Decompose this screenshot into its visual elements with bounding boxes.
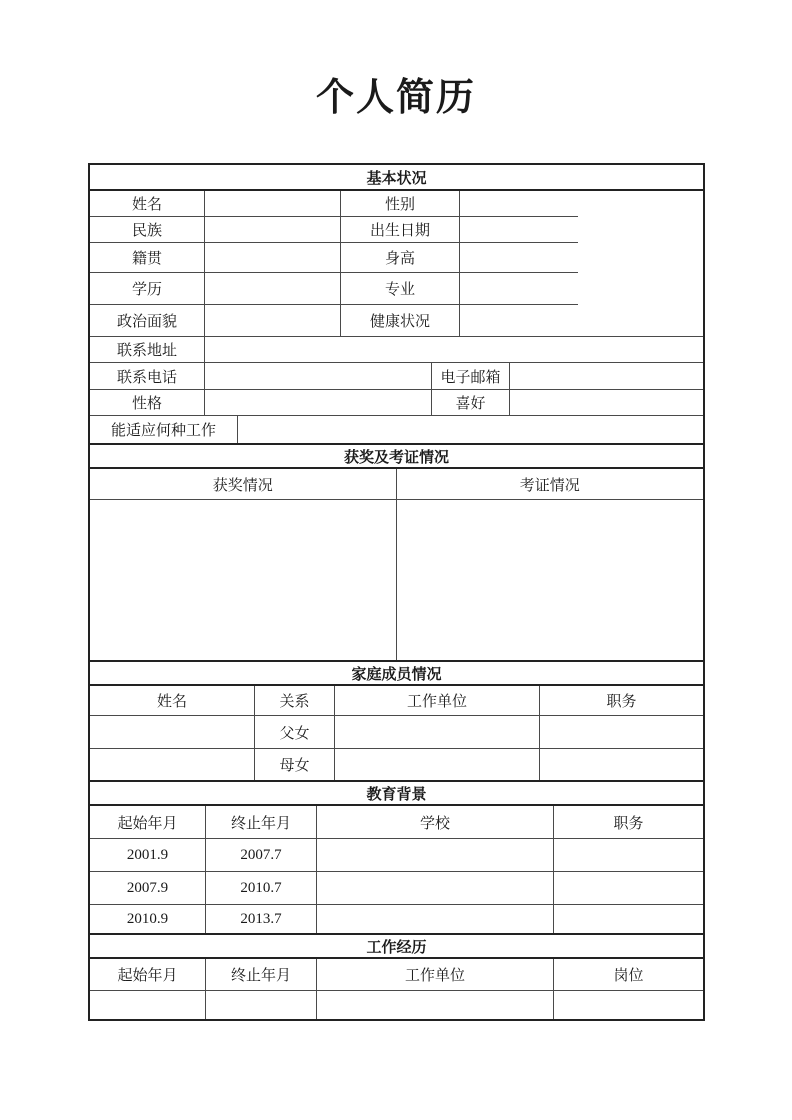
edu-start-cell: 2001.9 (90, 839, 206, 871)
phone-label: 联系电话 (90, 363, 205, 389)
edu-school-column-header: 学校 (317, 806, 554, 838)
education-level-label: 学历 (90, 273, 205, 304)
table-row (90, 991, 703, 1019)
family-workunit-column-header: 工作单位 (335, 686, 540, 715)
personality-label: 性格 (90, 390, 205, 415)
family-relation-cell: 母女 (255, 749, 335, 780)
birthdate-label: 出生日期 (341, 217, 460, 242)
awards-column-header: 获奖情况 (90, 469, 397, 499)
awards-content-cell[interactable] (90, 500, 397, 660)
edu-start-column-header: 起始年月 (90, 806, 206, 838)
work-start-cell[interactable] (90, 991, 206, 1019)
major-label: 专业 (341, 273, 460, 304)
personality-value-cell[interactable] (205, 390, 432, 415)
edu-position-cell[interactable] (554, 872, 703, 904)
work-post-column-header: 岗位 (613, 968, 644, 984)
gender-value-cell[interactable] (460, 191, 578, 216)
hobby-value-cell[interactable] (510, 390, 703, 415)
family-position-cell[interactable] (540, 749, 703, 780)
table-row (90, 363, 703, 390)
table-row (90, 273, 578, 305)
hobby-label: 喜好 (432, 390, 510, 415)
edu-position-cell[interactable] (554, 905, 703, 933)
phone-value-cell[interactable] (205, 363, 432, 389)
work-unit-cell[interactable] (317, 991, 554, 1019)
work-end-column-header: 终止年月 (206, 959, 317, 990)
family-workunit-cell[interactable] (335, 716, 540, 748)
section-header-family: 家庭成员情况 (90, 660, 703, 686)
edu-position-cell[interactable] (554, 839, 703, 871)
table-row (90, 905, 703, 933)
certificates-content-cell[interactable] (397, 500, 704, 660)
family-name-column-header: 姓名 (90, 686, 255, 715)
health-label: 健康状况 (341, 305, 460, 336)
edu-start-cell: 2007.9 (90, 872, 206, 904)
table-row (90, 749, 703, 780)
edu-position-column-header: 职务 (613, 815, 644, 832)
table-row (90, 716, 703, 749)
family-relation-column-header: 关系 (255, 686, 335, 715)
adaptable-work-value-cell[interactable] (238, 416, 703, 443)
resume-table (88, 163, 705, 1021)
section-header-awards: 获奖及考证情况 (90, 443, 703, 469)
table-row (90, 839, 703, 872)
ethnicity-label: 民族 (90, 217, 205, 242)
family-relation-cell: 父女 (255, 716, 335, 748)
edu-end-cell: 2013.7 (206, 905, 317, 933)
photo-placeholder[interactable] (578, 191, 703, 336)
major-value-cell[interactable] (460, 273, 578, 304)
birthdate-value-cell[interactable] (460, 217, 578, 242)
family-name-cell[interactable] (90, 749, 255, 780)
section-header-education: 教育背景 (90, 780, 703, 806)
political-status-value-cell[interactable] (205, 305, 341, 336)
table-row (90, 500, 703, 660)
edu-school-cell[interactable] (317, 839, 554, 871)
work-unit-column-header: 工作单位 (317, 959, 554, 990)
ethnicity-value-cell[interactable] (205, 217, 341, 242)
edu-school-cell[interactable] (317, 905, 554, 933)
education-level-value-cell[interactable] (205, 273, 341, 304)
family-position-cell[interactable] (540, 716, 703, 748)
table-row (90, 686, 703, 716)
table-row (90, 469, 703, 500)
table-row (90, 416, 703, 443)
height-label: 身高 (341, 243, 460, 272)
edu-end-cell: 2007.7 (206, 839, 317, 871)
height-value-cell[interactable] (460, 243, 578, 272)
section-header-work: 工作经历 (90, 933, 703, 959)
table-row (90, 872, 703, 905)
table-row (90, 243, 578, 273)
table-row (90, 390, 703, 416)
work-start-column-header: 起始年月 (90, 959, 206, 990)
address-label: 联系地址 (90, 337, 205, 362)
table-row (90, 191, 578, 217)
family-workunit-cell[interactable] (335, 749, 540, 780)
gender-label: 性别 (341, 191, 460, 216)
native-place-label: 籍贯 (90, 243, 205, 272)
certificates-column-header: 考证情况 (519, 477, 580, 494)
table-row (90, 959, 703, 991)
table-row (90, 806, 703, 839)
native-place-value-cell[interactable] (205, 243, 341, 272)
family-position-column-header: 职务 (606, 694, 637, 710)
work-post-cell[interactable] (554, 991, 703, 1019)
email-value-cell[interactable] (510, 363, 703, 389)
table-row (90, 337, 703, 363)
table-row (90, 217, 578, 243)
table-row (90, 305, 578, 336)
edu-end-column-header: 终止年月 (206, 806, 317, 838)
name-value-cell[interactable] (205, 191, 341, 216)
family-name-cell[interactable] (90, 716, 255, 748)
edu-start-cell: 2010.9 (90, 905, 206, 933)
email-label: 电子邮箱 (432, 363, 510, 389)
basic-info-grid (90, 191, 703, 337)
address-value-cell[interactable] (205, 337, 703, 362)
edu-end-cell: 2010.7 (206, 872, 317, 904)
political-status-label: 政治面貌 (90, 305, 205, 336)
name-label: 姓名 (90, 191, 205, 216)
section-header-basic: 基本状况 (90, 165, 703, 191)
page-title: 个人简历 (315, 77, 476, 119)
edu-school-cell[interactable] (317, 872, 554, 904)
work-end-cell[interactable] (206, 991, 317, 1019)
adaptable-work-label: 能适应何种工作 (90, 416, 238, 443)
health-value-cell[interactable] (460, 305, 578, 336)
